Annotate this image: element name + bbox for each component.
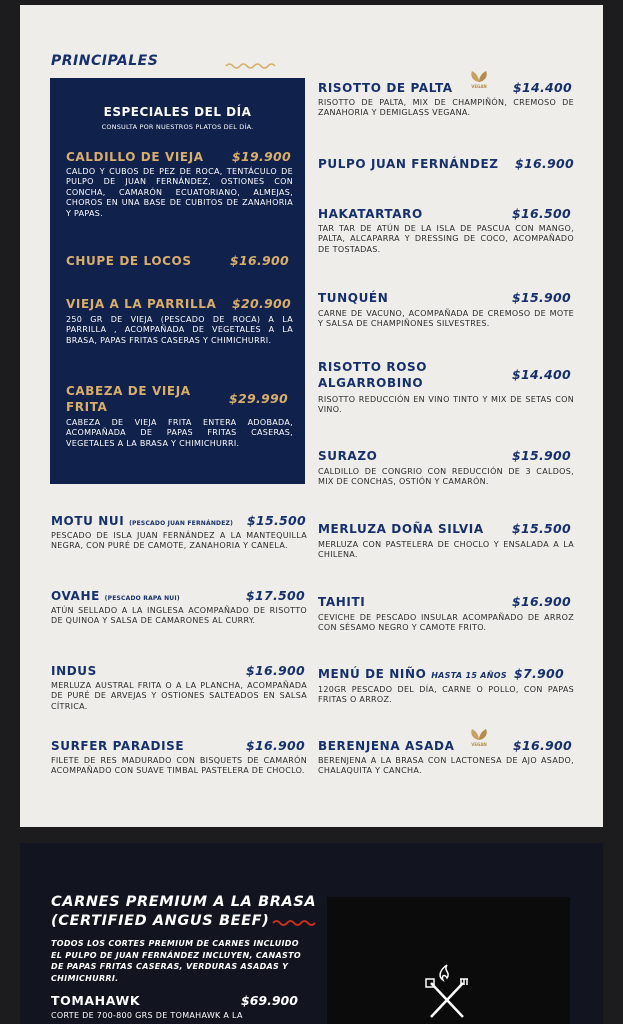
item-price: $16.900 — [513, 738, 573, 753]
item-name: OVAHE (PESCADO RAPA NUI) — [51, 589, 180, 603]
decorative-wave-icon — [272, 919, 320, 927]
specials-heading: ESPECIALES DEL DÍA — [103, 105, 252, 119]
item-name: MOTU NUI (PESCADO JUAN FERNÁNDEZ) — [51, 514, 234, 528]
carnes-note: TODOS LOS CORTES PREMIUM DE CARNES INCLUIDO EL PULPO DE JUAN FERNÁNDEZ INCLUYEN, CANASTO DE PAPAS FRITAS CASERAS, VERDURAS ASADAS Y CHIMICHURRI. — [51, 939, 301, 983]
item-price: $29.990 — [229, 391, 289, 406]
item-name: MERLUZA DOÑA SILVIA — [318, 522, 484, 536]
item-desc: CALDO Y CUBOS DE PEZ DE ROCA, TENTÁCULO DE PULPO DE JUAN FERNÁNDEZ, OSTIONES CON CONCHA, CAMARÓN ECUATORIANO, ALMEJAS, CHOROS EN UNA BASE DE CUBITOS DE ZANAHORIA Y PAPAS. — [66, 167, 293, 218]
item-name: HAKATARTARO — [318, 207, 423, 221]
item-name: INDUS — [51, 664, 97, 678]
item-desc: TAR TAR DE ATÚN DE LA ISLA DE PASCUA CON MANGO, PALTA, ALCAPARRA Y DRESSING DE COCO, ACOMPAÑADO DE TOSTADAS. — [318, 224, 574, 254]
vegan-leaf-icon — [468, 68, 490, 90]
item-name: RISOTTO ROSO ALGARROBINO — [318, 360, 428, 390]
item-name: VIEJA A LA PARRILLA — [66, 297, 217, 311]
item-price: $16.900 — [230, 253, 290, 268]
item-price: $16.900 — [246, 738, 306, 753]
item-desc: 250 GR DE VIEJA (PESCADO DE ROCA) A LA PARRILLA , ACOMPAÑADA DE VEGETALES A LA BRASA, PAPAS FRITAS CASERAS Y CHIMICHURRI. — [66, 315, 293, 345]
item-desc: CARNE DE VACUNO, ACOMPAÑADA DE CREMOSO DE MOTE Y SALSA DE CHAMPIÑONES SILVESTRES. — [318, 309, 574, 329]
item-price: $16.900 — [512, 594, 572, 609]
item-price: $16.500 — [512, 206, 572, 221]
item-desc: BERENJENA A LA BRASA CON LACTONESA DE AJO ASADO, CHALAQUITA Y CANCHA. — [318, 756, 574, 776]
item-name: TOMAHAWK — [51, 993, 141, 1008]
item-price: $14.400 — [512, 367, 572, 382]
item-price: $19.900 — [232, 149, 292, 164]
item-price: $17.500 — [246, 588, 306, 603]
item-desc: CABEZA DE VIEJA FRITA ENTERA ADOBADA, ACOMPAÑADA DE PAPAS FRITAS CASERAS, VEGETALES A LA BRASA Y CHIMICHURRI. — [66, 418, 293, 448]
svg-text:VEGAN: VEGAN — [471, 84, 487, 89]
item-name: PULPO JUAN FERNÁNDEZ — [318, 157, 499, 171]
item-desc: CALDILLO DE CONGRIO CON REDUCCIÓN DE 3 CALDOS, MIX DE CONCHAS, OSTIÓN Y CAMARÓN. — [318, 467, 574, 487]
vegan-leaf-icon — [468, 726, 490, 748]
item-price: $15.500 — [247, 513, 307, 528]
item-desc: CEVICHE DE PESCADO INSULAR ACOMPAÑADO DE ARROZ CON SÉSAMO NEGRO Y CAMOTE FRITO. — [318, 613, 574, 633]
item-price: $16.900 — [246, 663, 306, 678]
item-desc: MERLUZA AUSTRAL FRITA O A LA PLANCHA, ACOMPAÑADA DE PURÉ DE ARVEJAS Y OSTIONES SALTEADOS EN SALSA CÍTRICA. — [51, 681, 307, 711]
decorative-wave-icon — [225, 62, 277, 70]
item-name: CHUPE DE LOCOS — [66, 254, 192, 268]
item-price: $15.900 — [512, 290, 572, 305]
item-name: MENÚ DE NIÑO HASTA 15 AÑOS — [318, 667, 507, 681]
item-desc: RISOTTO DE PALTA, MIX DE CHAMPIÑÓN, CREMOSO DE ZANAHORIA Y DEMIGLASS VEGANA. — [318, 98, 574, 118]
item-price: $69.900 — [241, 993, 298, 1008]
item-subtitle: (PESCADO RAPA NUI) — [104, 595, 180, 602]
specials-subheading: CONSULTA POR NUESTROS PLATOS DEL DÍA. — [101, 123, 254, 131]
item-price: $15.500 — [512, 521, 572, 536]
item-desc: PESCADO DE ISLA JUAN FERNÁNDEZ A LA MANTEQUILLA NEGRA, CON PURÉ DE CAMOTE, ZANAHORIA Y CANELA. — [51, 531, 307, 551]
item-price: $15.900 — [512, 448, 572, 463]
grill-utensils-icon — [423, 963, 471, 1021]
item-desc: CORTE DE 700-800 GRS DE TOMAHAWK A LA — [51, 1011, 243, 1020]
item-desc: ATÚN SELLADO A LA INGLESA ACOMPAÑADO DE RISOTTO DE QUINOA Y SALSA DE CAMARONES AL CURRY. — [51, 606, 307, 626]
item-desc: FILETE DE RES MADURADO CON BISQUETS DE CAMARÓN ACOMPAÑADO CON SUAVE TIMBAL PASTELERA DE CHOCLO. — [51, 756, 307, 776]
section-title: PRINCIPALES — [51, 53, 159, 69]
item-name: SURFER PARADISE — [51, 739, 185, 753]
item-name: RISOTTO DE PALTA — [318, 81, 453, 95]
carnes-title: CARNES PREMIUM A LA BRASA (CERTIFIED ANGUS BEEF) — [51, 894, 317, 929]
item-desc: 120GR PESCADO DEL DÍA, CARNE O POLLO, CON PAPAS FRITAS O ARROZ. — [318, 685, 574, 705]
item-price: $16.900 — [515, 156, 575, 171]
grill-photo — [327, 897, 570, 1024]
item-name: TAHITI — [318, 595, 366, 609]
item-subtitle: (PESCADO JUAN FERNÁNDEZ) — [129, 520, 234, 527]
item-name: TUNQUÉN — [318, 291, 389, 305]
item-price: $7.900 — [514, 666, 565, 681]
item-price: $14.400 — [513, 80, 573, 95]
item-desc: MERLUZA CON PASTELERA DE CHOCLO Y ENSALADA A LA CHILENA. — [318, 540, 574, 560]
item-subtitle: HASTA 15 AÑOS — [431, 671, 507, 680]
item-price: $20.900 — [232, 296, 292, 311]
item-name: BERENJENA ASADA — [318, 739, 455, 753]
item-desc: RISOTTO REDUCCIÓN EN VINO TINTO Y MIX DE SETAS CON VINO. — [318, 395, 574, 415]
svg-text:VEGAN: VEGAN — [471, 742, 487, 747]
item-name: SURAZO — [318, 449, 378, 463]
item-name: CABEZA DE VIEJA FRITA — [66, 384, 191, 414]
item-name: CALDILLO DE VIEJA — [66, 150, 204, 164]
